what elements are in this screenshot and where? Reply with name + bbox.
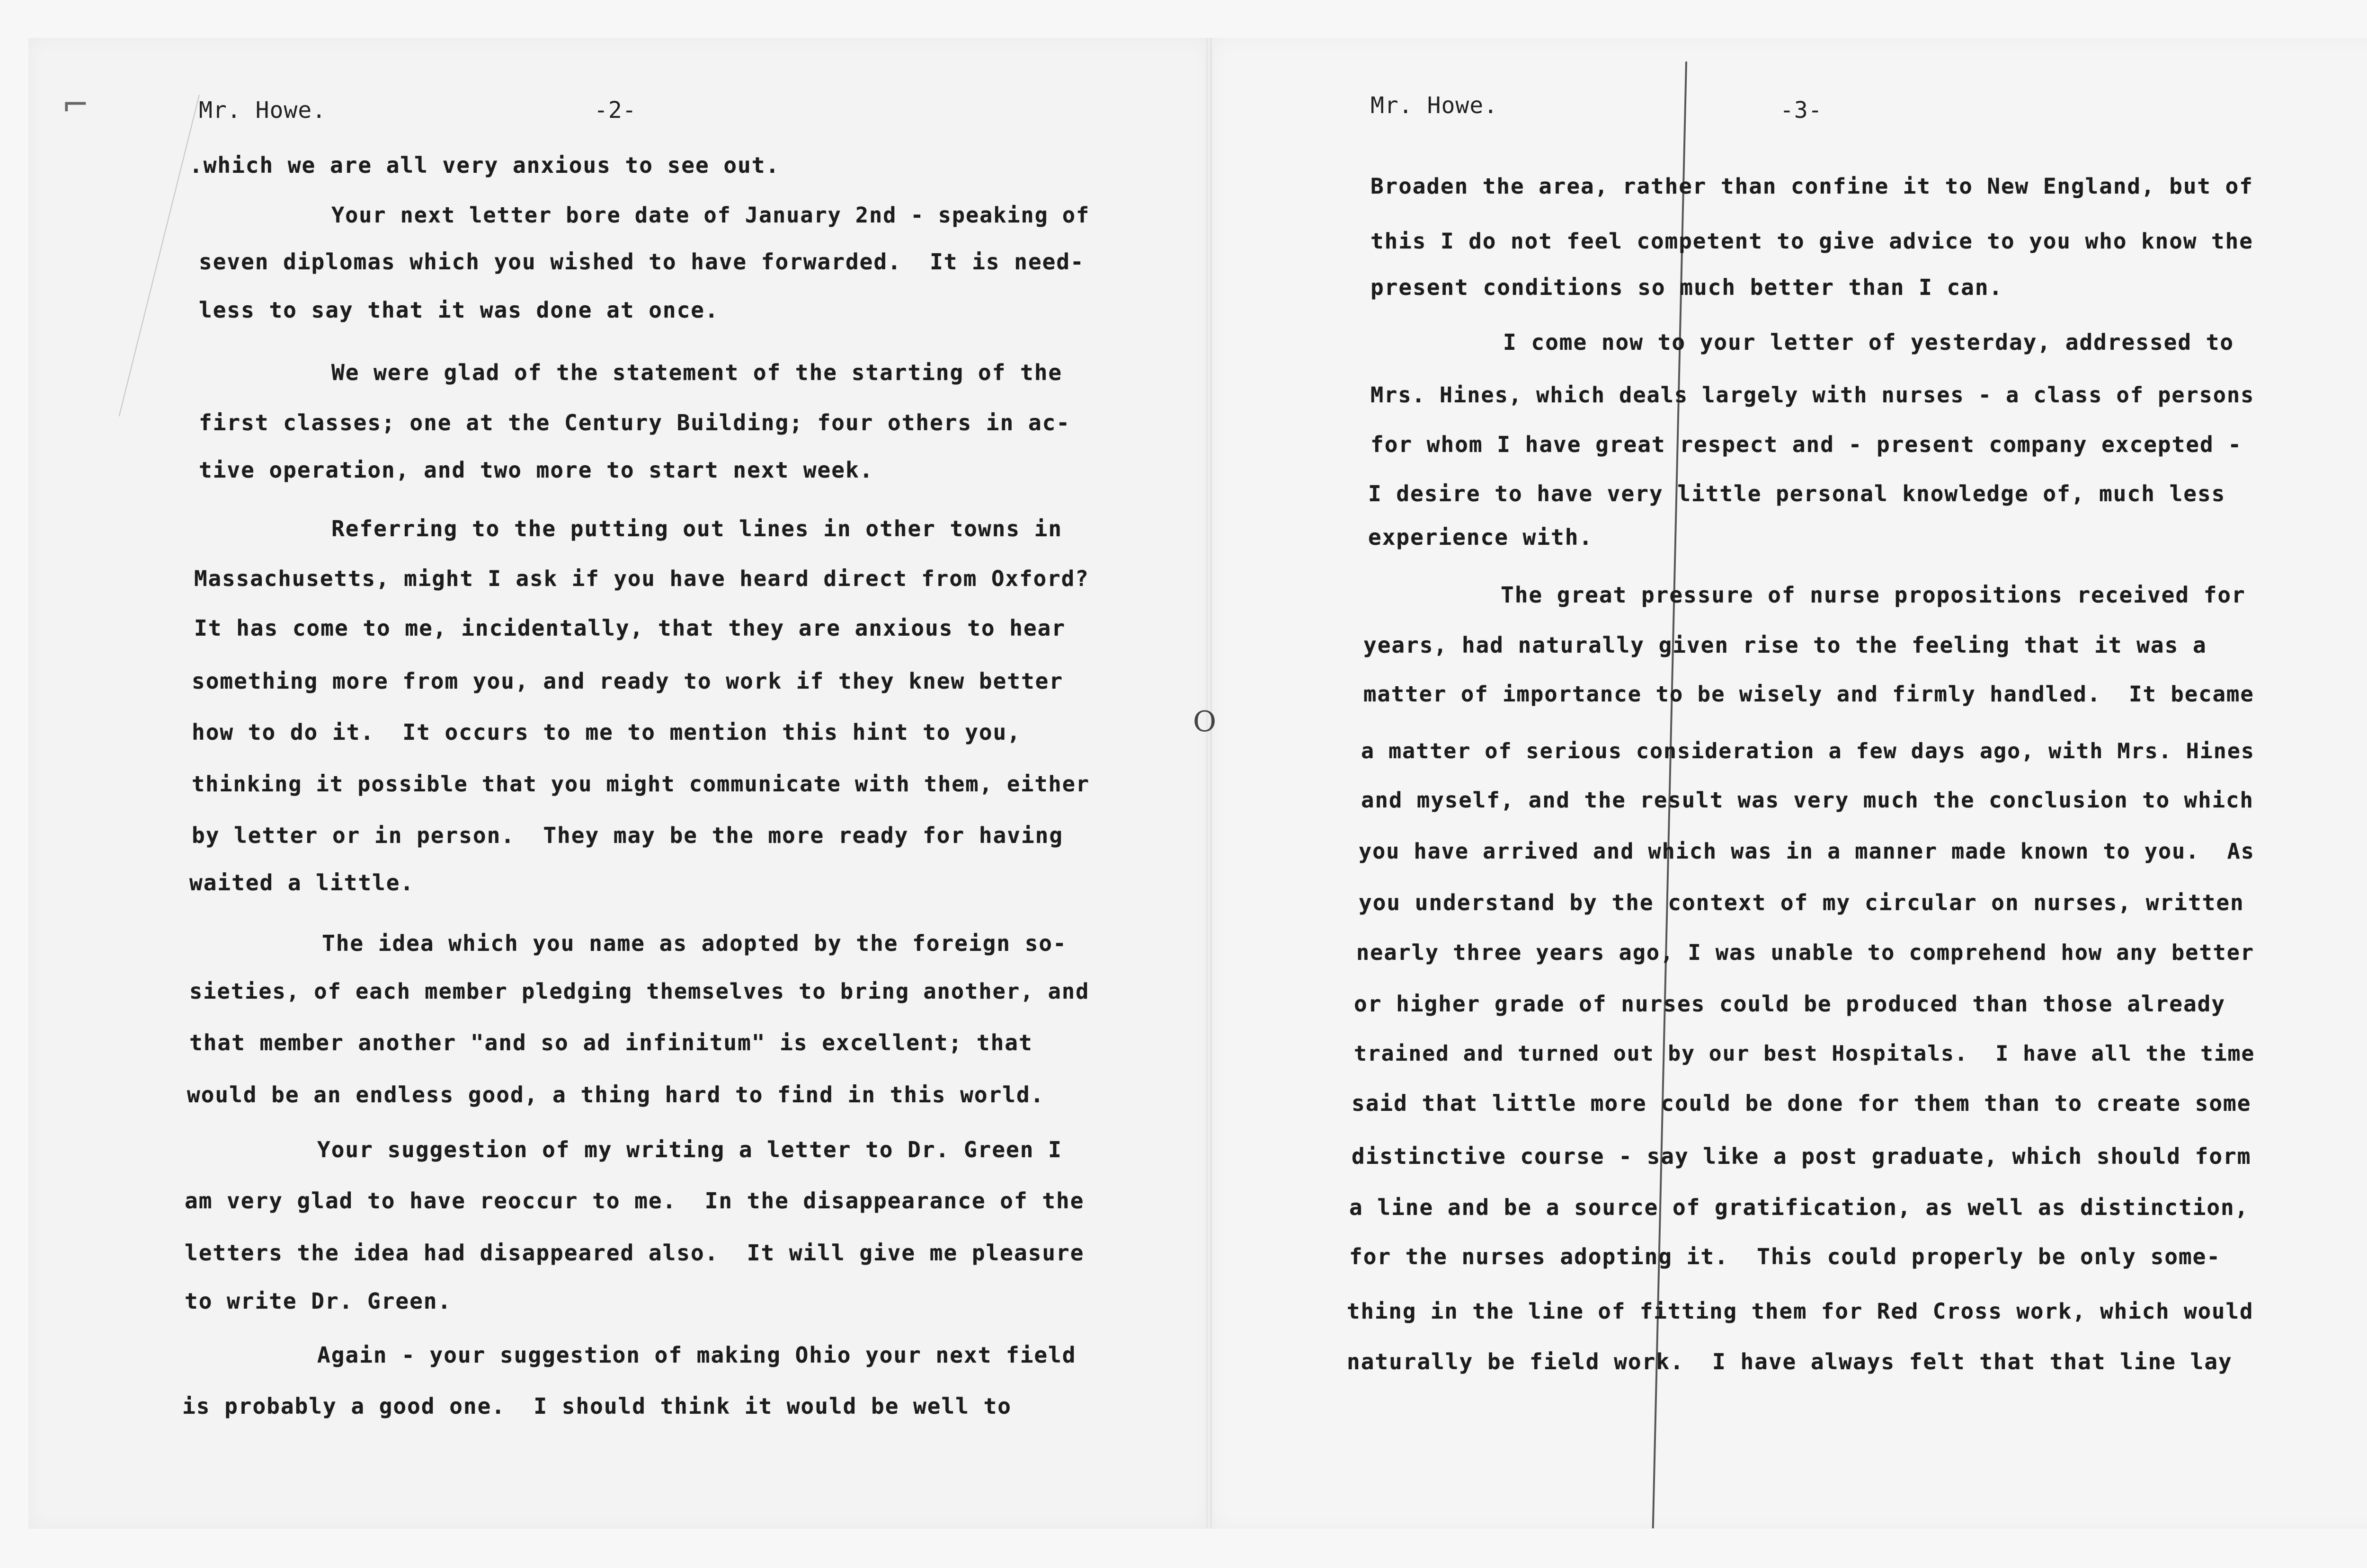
- text-line: would be an endless good, a thing hard to find in this world.: [187, 1082, 1045, 1107]
- text-line: matter of importance to be wisely and firmly handled. It became: [1363, 682, 2254, 707]
- text-line: seven diplomas which you wished to have forwarded. It is need-: [199, 249, 1085, 275]
- gutter-mark: O: [1193, 705, 1217, 738]
- text-line: am very glad to have reoccur to me. In the disappearance of the: [185, 1188, 1085, 1214]
- paperclip-mark-icon: ⌐: [62, 85, 89, 124]
- text-line: thing in the line of fitting them for Red Cross work, which would: [1347, 1299, 2254, 1324]
- text-line: naturally be field work. I have always felt that that line lay: [1347, 1349, 2233, 1374]
- text-line: for the nurses adopting it. This could properly be only some-: [1349, 1244, 2221, 1269]
- text-line: a matter of serious consideration a few days ago, with Mrs. Hines: [1361, 738, 2255, 763]
- text-line: years, had naturally given rise to the feeling that it was a: [1363, 632, 2207, 658]
- left-header-name: Mr. Howe.: [199, 97, 327, 124]
- text-line: It has come to me, incidentally, that they are anxious to hear: [194, 615, 1066, 641]
- text-line: Your next letter bore date of January 2nd - speaking of: [331, 203, 1090, 228]
- text-line: The great pressure of nurse propositions received for: [1501, 582, 2246, 608]
- text-line: or higher grade of nurses could be produced than those already: [1354, 991, 2226, 1017]
- text-line: thinking it possible that you might communicate with them, either: [192, 771, 1090, 797]
- page-gutter: [1206, 38, 1212, 1529]
- text-line: waited a little.: [189, 870, 415, 895]
- text-line: Mrs. Hines, which deals largely with nurses - a class of persons: [1370, 382, 2255, 408]
- text-line: and myself, and the result was very much the conclusion to which: [1361, 788, 2254, 813]
- text-line: you have arrived and which was in a manner made known to you. As: [1359, 839, 2255, 864]
- text-line: tive operation, and two more to start next week.: [199, 457, 874, 483]
- text-line: something more from you, and ready to work if they knew better: [192, 668, 1064, 694]
- text-line: trained and turned out by our best Hospitals. I have all the time: [1354, 1041, 2255, 1066]
- text-line: Massachusetts, might I ask if you have heard direct from Oxford?: [194, 566, 1089, 591]
- left-page-number: -2-: [594, 97, 637, 124]
- text-line: how to do it. It occurs to me to mention this hint to you,: [192, 719, 1021, 745]
- text-line: that member another "and so ad infinitum" is excellent; that: [189, 1030, 1033, 1055]
- right-header-name: Mr. Howe.: [1370, 92, 1498, 119]
- text-line: The idea which you name as adopted by the foreign so-: [322, 930, 1067, 956]
- text-line: Referring to the putting out lines in other towns in: [331, 516, 1063, 541]
- text-line: present conditions so much better than I can.: [1370, 275, 2003, 300]
- text-line: a line and be a source of gratification, as well as distinction,: [1349, 1195, 2249, 1220]
- text-line: is probably a good one. I should think it would be well to: [182, 1393, 1012, 1419]
- text-line: distinctive course - say like a post graduate, which should form: [1352, 1143, 2251, 1169]
- text-line: Your suggestion of my writing a letter to Dr. Green I: [317, 1137, 1062, 1162]
- text-line: We were glad of the statement of the starting of the: [331, 360, 1063, 385]
- text-line: letters the idea had disappeared also. It will give me pleasure: [185, 1240, 1085, 1266]
- text-line: nearly three years ago, I was unable to comprehend how any better: [1356, 940, 2255, 965]
- text-line: Again - your suggestion of making Ohio your next field: [317, 1342, 1077, 1368]
- right-page-number: -3-: [1780, 97, 1823, 124]
- text-line: for whom I have great respect and - present company excepted -: [1370, 432, 2242, 457]
- text-line: you understand by the context of my circular on nurses, written: [1359, 890, 2244, 915]
- text-line: said that little more could be done for them than to create some: [1352, 1090, 2251, 1116]
- text-line: experience with.: [1368, 524, 1593, 550]
- text-line: first classes; one at the Century Building; four others in ac-: [199, 410, 1071, 435]
- text-line: to write Dr. Green.: [185, 1288, 452, 1314]
- text-line: this I do not feel competent to give advice to you who know the: [1370, 228, 2253, 254]
- text-line: sieties, of each member pledging themselves to bring another, and: [189, 979, 1090, 1004]
- text-line: I come now to your letter of yesterday, addressed to: [1503, 329, 2234, 355]
- text-line: I desire to have very little personal knowledge of, much less: [1368, 481, 2226, 506]
- text-line: .which we are all very anxious to see out.: [189, 152, 780, 178]
- text-line: Broaden the area, rather than confine it to New England, but of: [1370, 173, 2253, 199]
- text-line: by letter or in person. They may be the more ready for having: [192, 823, 1064, 848]
- text-line: less to say that it was done at once.: [199, 297, 719, 323]
